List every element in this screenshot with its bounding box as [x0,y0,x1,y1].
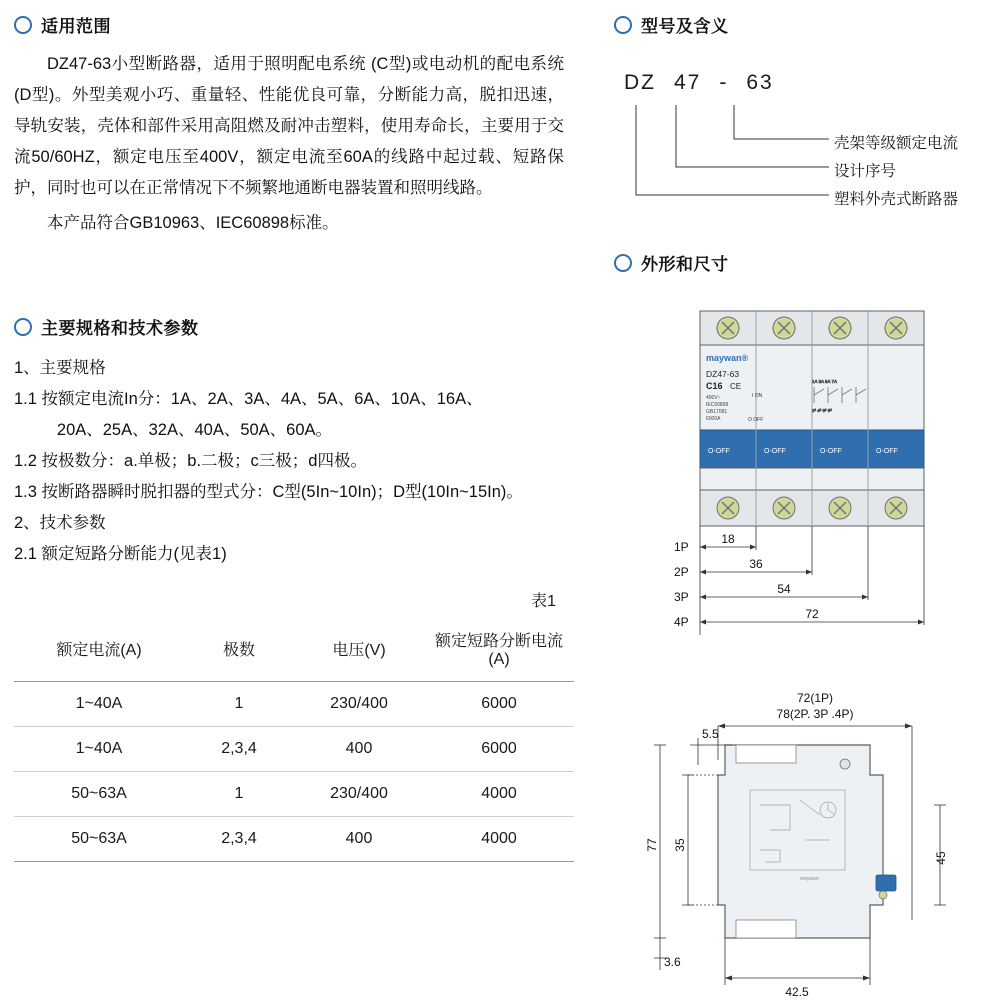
cell: 400 [345,830,373,847]
cell: 2,3,4 [221,830,257,847]
code-part-dash: - [719,71,729,94]
model-label-frame-rating: 壳架等级额定电流 [834,135,959,152]
spec-table-block [14,588,574,862]
svg-text:18: 18 [721,532,735,546]
cell: 50~63A [71,830,127,847]
spec-line-4: 1.3 按断路器瞬时脱扣器的型式分：C型(5In~10In)；D型(10In~15In)。 [14,483,523,501]
table-row [14,727,574,772]
table-row [14,682,574,727]
svg-text:GB17081: GB17081 [706,409,728,415]
svg-text:O-OFF: O-OFF [820,448,842,455]
svg-text:1P: 1P [674,540,689,554]
model-code-diagram [614,49,1000,209]
svg-text:DZ47-63: DZ47-63 [706,369,740,379]
section-scope [14,12,564,239]
cell: 6000 [481,695,517,712]
breaker-front-view [674,305,1000,645]
svg-text:5.5: 5.5 [702,727,719,741]
table-header-row [14,615,574,682]
bullet-ring-icon [14,16,32,34]
bullet-ring-icon [614,254,632,272]
model-leader-lines [614,101,1000,241]
cell: 1 [234,785,244,802]
scope-paragraph-2: 本产品符合GB10963、IEC60898标准。 [47,214,339,232]
svg-text:400V~: 400V~ [706,395,721,401]
svg-text:77: 77 [645,838,659,852]
th-poles: 极数 [222,642,255,659]
code-part-63: 63 [746,71,774,94]
spec-line-1: 1.1 按额定电流In分：1A、2A、3A、4A、5A、6A、10A、16A、 [14,390,483,408]
svg-text:72(1P): 72(1P) [796,691,834,705]
svg-text:72: 72 [805,607,819,621]
th-rated-current: 额定电流(A) [56,642,142,659]
svg-text:35: 35 [673,838,687,852]
spec-line-6: 2.1 额定短路分断能力(见表1) [14,545,227,563]
table-row [14,817,574,862]
cell: 400 [345,740,373,757]
scope-paragraph-1: DZ47-63小型断路器，适用于照明配电系统 (C型)或电动机的配电系统(D型)。外型美观小巧、重量轻、性能优良可靠，分断能力高，脱扣迅速，导轨安装，壳体和部件采用高阻燃及耐冲击塑料，使用寿命长，主要用于交流50/60HZ，额定电压至400V，额定电流至60A的线路中起过载、短路保护，同时也可以在正常情况下不频繁地通断电器装置和照明线路。 [14,55,564,197]
svg-text:2² 4² 6² 8²: 2² 4² 6² 8² [812,408,832,413]
section-specs [14,314,574,570]
bullet-ring-icon [14,318,32,336]
cell: 1 [234,695,244,712]
cell: 2,3,4 [221,740,257,757]
code-part-dz: DZ [624,71,656,94]
cell: 6000 [481,740,517,757]
svg-text:O-OFF: O-OFF [876,448,898,455]
svg-text:78(2P. 3P .4P): 78(2P. 3P .4P) [776,707,854,721]
svg-text:maywan®: maywan® [706,353,749,363]
svg-text:O OFF: O OFF [748,417,764,423]
svg-text:54: 54 [777,582,791,596]
model-heading: 型号及含义 [614,12,1000,37]
svg-text:3.6: 3.6 [664,955,681,969]
code-part-47: 47 [674,71,702,94]
model-label-design-no: 设计序号 [834,163,897,180]
svg-text:I ON: I ON [752,393,763,399]
cell: 1~40A [75,740,123,757]
svg-text:1A 3A 5A 7A: 1A 3A 5A 7A [812,379,838,384]
cell: 230/400 [330,695,388,712]
cell: 50~63A [71,785,127,802]
th-voltage: 电压(V) [332,642,386,659]
cell: 4000 [481,830,517,847]
cell: 1~40A [75,695,123,712]
breaker-side-view [640,690,1000,1000]
table-caption: 表1 [531,593,556,610]
section-dimensions [614,250,1000,275]
cell: 4000 [481,785,517,802]
svg-text:36: 36 [749,557,763,571]
scope-heading: 适用范围 [14,12,564,37]
model-label-type: 塑料外壳式断路器 [834,191,959,208]
right-column [600,0,1000,1004]
svg-text:O-OFF: O-OFF [764,448,786,455]
dimensions-heading: 外形和尺寸 [614,250,1000,275]
section-model [614,12,1000,209]
svg-text:2P: 2P [674,565,689,579]
model-code-text [614,71,774,95]
svg-text:C16: C16 [706,381,723,391]
svg-text:6000A: 6000A [706,416,721,422]
cell: 230/400 [330,785,388,802]
spec-line-3: 1.2 按极数分：a.单极；b.二极；c三极；d四极。 [14,452,367,470]
table-row [14,772,574,817]
specs-heading: 主要规格和技术参数 [14,314,574,339]
spec-line-2: 20A、25A、32A、40A、50A、60A。 [56,421,333,439]
svg-text:45: 45 [934,851,948,865]
bullet-ring-icon [614,16,632,34]
svg-text:42.5: 42.5 [785,985,809,999]
th-breaking-current: 额定短路分断电流(A) [434,633,563,668]
svg-text:4P: 4P [674,615,689,629]
spec-table [14,615,574,862]
svg-text:CE: CE [730,382,742,391]
svg-text:O-OFF: O-OFF [708,448,730,455]
spec-line-0: 1、主要规格 [14,359,106,377]
svg-text:3P: 3P [674,590,689,604]
svg-text:maywan: maywan [800,876,819,882]
svg-text:IEC60898: IEC60898 [706,402,729,408]
spec-line-5: 2、技术参数 [14,514,106,532]
